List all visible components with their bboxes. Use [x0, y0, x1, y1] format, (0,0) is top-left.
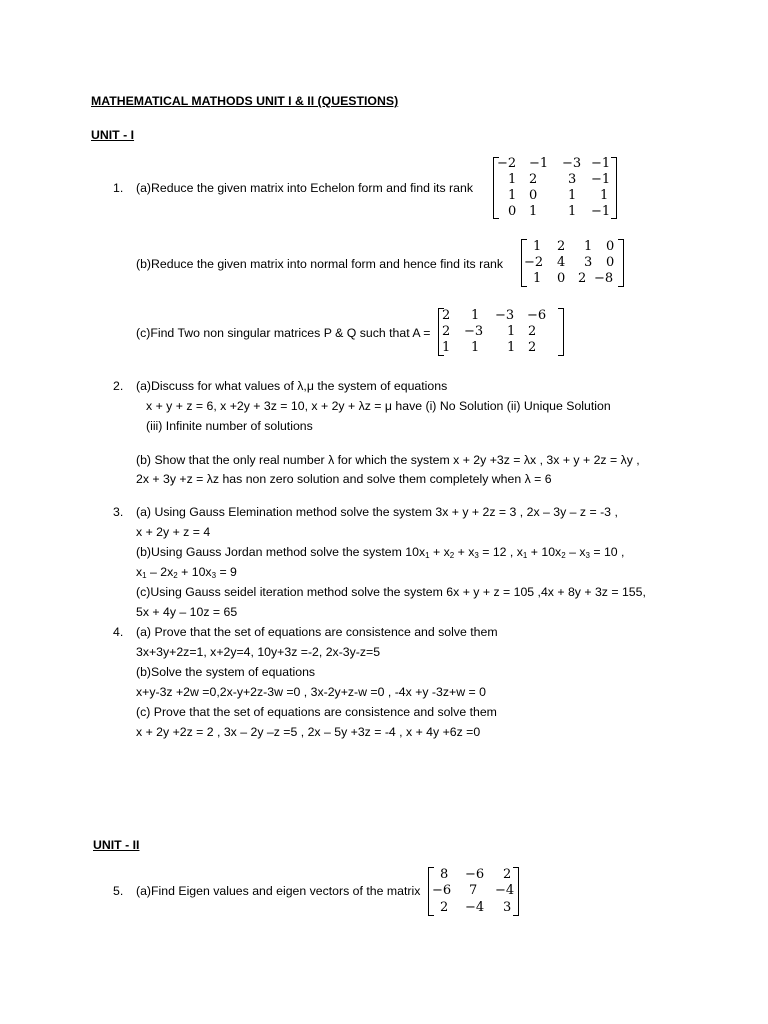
question-3b-line-2: [136, 565, 237, 580]
matrix-cell: 1: [568, 188, 577, 203]
matrix-cell: −2: [497, 156, 517, 171]
matrix-cell: 0: [606, 239, 615, 254]
text-segment: = 12 , x: [478, 545, 523, 559]
matrix-cell: −4: [495, 883, 515, 898]
matrix-cell: −2: [524, 255, 544, 270]
text-segment: + x: [454, 545, 475, 559]
matrix-1a: [493, 157, 617, 219]
subscript: 1: [425, 551, 430, 560]
matrix-cell: 2: [503, 867, 512, 882]
text-segment: + x: [429, 545, 450, 559]
matrix-cell: 2: [578, 271, 587, 286]
matrix-cell: 0: [557, 271, 566, 286]
subscript: 3: [474, 551, 479, 560]
matrix-cell: 1: [507, 324, 516, 339]
matrix-cell: 2: [529, 172, 538, 187]
matrix-cell: 1: [568, 204, 577, 219]
question-3a-line-2: x + 2y + z = 4: [136, 525, 211, 539]
question-1b-text: (b)Reduce the given matrix into normal form and hence find its rank: [136, 257, 504, 271]
subscript: 2: [561, 551, 566, 560]
question-3c-line-2: 5x + 4y – 10z = 65: [136, 605, 238, 619]
question-2b-line-1: (b) Show that the only real number λ for which the system x + 2y +3z = λx , 3x + y + 2z = λy ,: [136, 453, 640, 467]
subscript: 1: [142, 571, 147, 580]
question-2a-line-3: (iii) Infinite number of solutions: [146, 419, 313, 433]
matrix-cell: 0: [529, 188, 538, 203]
matrix-cell: −1: [591, 204, 611, 219]
question-1-number: 1.: [113, 181, 124, 195]
question-5a-text: (a)Find Eigen values and eigen vectors of the matrix: [136, 884, 421, 898]
matrix-cell: −6: [527, 308, 547, 323]
question-4c-line-1: (c) Prove that the set of equations are consistence and solve them: [136, 705, 497, 719]
question-3-number: 3.: [113, 505, 124, 519]
matrix-cell: 3: [584, 255, 593, 270]
matrix-cell: 1: [533, 271, 542, 286]
question-5-number: 5.: [113, 884, 124, 898]
unit-2-heading: UNIT - II: [93, 838, 140, 852]
text-segment: (b)Using Gauss Jordan method solve the system 10x: [136, 545, 426, 559]
matrix-cell: 1: [508, 188, 517, 203]
matrix-cell: −3: [495, 308, 515, 323]
question-2a-line-2: x + y + z = 6, x +2y + 3z = 10, x + 2y + λz = μ have (i) No Solution (ii) Unique Solution: [146, 399, 611, 413]
matrix-cell: −6: [432, 883, 452, 898]
subscript: 1: [522, 551, 528, 560]
matrix-cell: 2: [440, 900, 449, 915]
matrix-cell: −8: [594, 271, 614, 286]
matrix-cell: 1: [471, 308, 480, 323]
text-segment: x: [136, 565, 143, 579]
question-4-number: 4.: [113, 625, 124, 639]
matrix-cell: 2: [442, 308, 451, 323]
question-1c-text: (c)Find Two non singular matrices P & Q such that A =: [136, 326, 431, 340]
text-segment: – x: [565, 545, 586, 559]
question-2b-line-2: 2x + 3y +z = λz has non zero solution and solve them completely when λ = 6: [136, 472, 552, 486]
text-segment: – 2x: [146, 565, 174, 579]
matrix-cell: 1: [508, 172, 517, 187]
matrix-cell: 4: [557, 255, 566, 270]
question-3c-line-1: (c)Using Gauss seidel iteration method solve the system 6x + y + z = 105 ,4x + 8y + 3z = 155,: [136, 585, 646, 599]
question-2a-line-1: (a)Discuss for what values of λ,μ the system of equations: [136, 379, 448, 393]
unit-1-heading: UNIT - I: [91, 128, 135, 142]
matrix-cell: 2: [557, 239, 566, 254]
text-segment: = 9: [216, 565, 237, 579]
subscript: 2: [449, 551, 455, 560]
document-title: MATHEMATICAL MATHODS UNIT I & II (QUESTIONS): [91, 94, 399, 108]
matrix-cell: 1: [442, 340, 451, 355]
matrix-cell: 2: [528, 340, 537, 355]
matrix-cell: −4: [465, 900, 485, 915]
matrix-cell: 7: [469, 883, 478, 898]
matrix-cell: 2: [528, 324, 537, 339]
question-2-number: 2.: [113, 379, 124, 393]
matrix-cell: 1: [471, 340, 480, 355]
matrix-cell: −1: [529, 156, 549, 171]
question-4b-line-1: (b)Solve the system of equations: [136, 665, 316, 679]
matrix-cell: 8: [440, 867, 449, 882]
matrix-cell: −6: [465, 867, 485, 882]
question-4b-line-2: x+y-3z +2w =0,2x-y+2z-3w =0 , 3x-2y+z-w =0 , -4x +y -3z+w = 0: [136, 685, 486, 699]
subscript: 3: [211, 571, 217, 580]
matrix-cell: −3: [562, 156, 582, 171]
matrix-1b: [521, 239, 624, 287]
text-segment: = 10 ,: [589, 545, 625, 559]
question-3a-line-1: (a) Using Gauss Elemination method solve the system 3x + y + 2z = 3 , 2x – 3y – z = -3 ,: [136, 505, 618, 519]
matrix-5a: [428, 867, 519, 916]
text-segment: + 10x: [527, 545, 562, 559]
question-1a-text: (a)Reduce the given matrix into Echelon form and find its rank: [136, 181, 473, 195]
question-4a-line-1: (a) Prove that the set of equations are consistence and solve them: [136, 625, 498, 639]
matrix-cell: 0: [606, 255, 615, 270]
matrix-cell: 0: [508, 204, 517, 219]
matrix-1c: [438, 308, 564, 356]
matrix-cell: 3: [568, 172, 577, 187]
matrix-cell: 3: [503, 900, 512, 915]
matrix-cell: 1: [507, 340, 516, 355]
matrix-cell: 1: [529, 204, 538, 219]
matrix-cell: 1: [600, 188, 609, 203]
matrix-cell: 1: [584, 239, 593, 254]
matrix-cell: 1: [533, 239, 542, 254]
matrix-cell: −1: [591, 156, 611, 171]
matrix-cell: −1: [591, 172, 611, 187]
question-4c-line-2: x + 2y +2z = 2 , 3x – 2y –z =5 , 2x – 5y +3z = -4 , x + 4y +6z =0: [136, 725, 481, 739]
question-3b-line-1: [136, 545, 624, 560]
subscript: 2: [173, 571, 178, 580]
matrix-cell: 2: [442, 324, 451, 339]
question-4a-line-2: 3x+3y+2z=1, x+2y=4, 10y+3z =-2, 2x-3y-z=5: [136, 645, 381, 659]
subscript: 3: [585, 551, 590, 560]
matrix-cell: −3: [464, 324, 484, 339]
text-segment: + 10x: [177, 565, 212, 579]
